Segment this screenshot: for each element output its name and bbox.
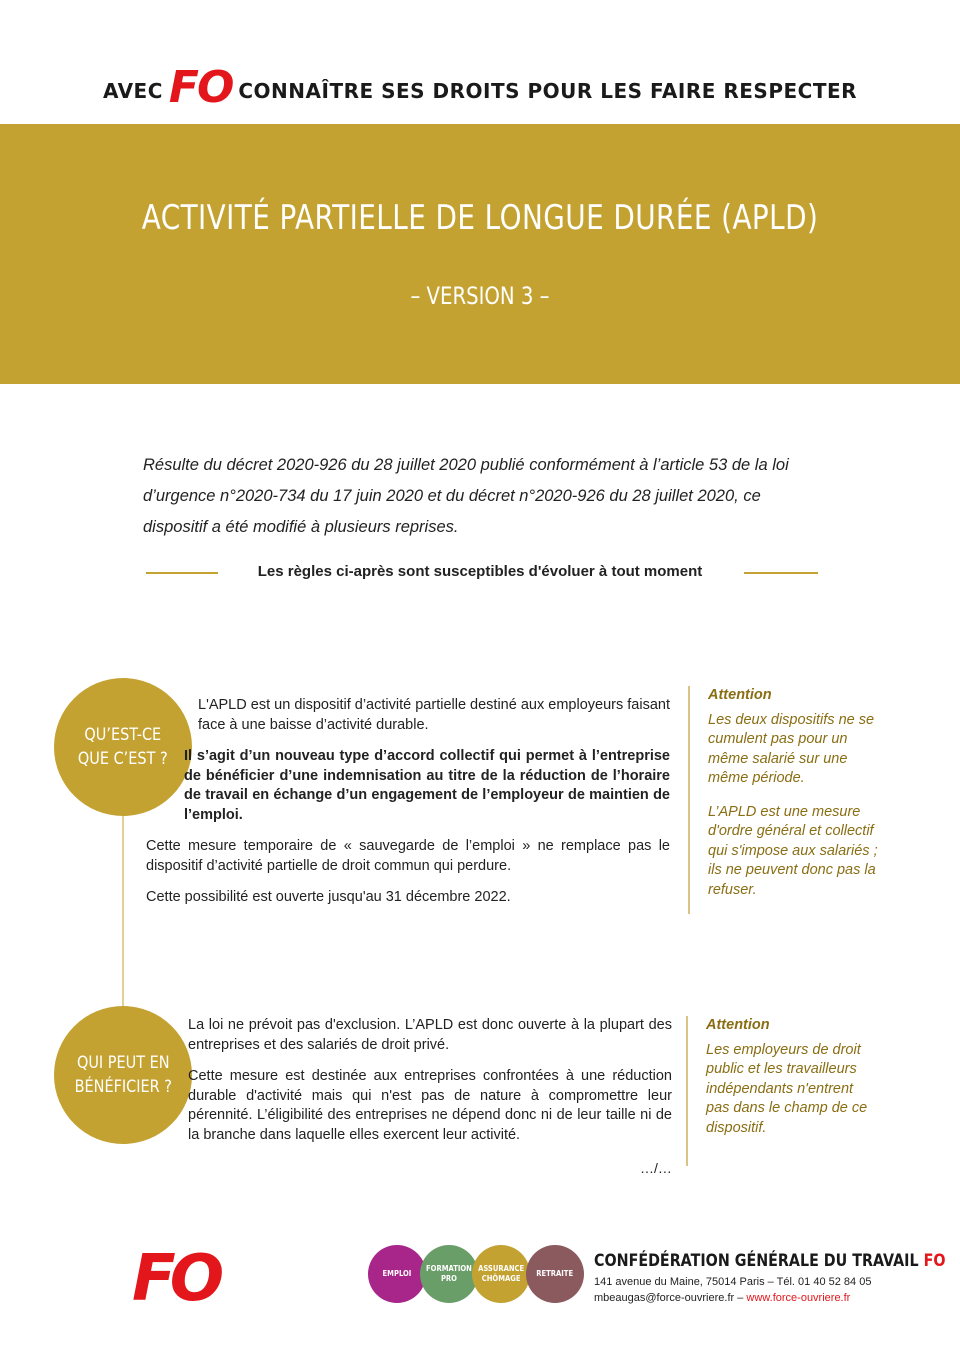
section-heading-who: QUI PEUT EN BÉNÉFICIER ? xyxy=(74,1053,172,1097)
attention-label: Attention xyxy=(706,1017,770,1033)
section-connector-line xyxy=(122,810,124,1010)
organization-name: CONFÉDÉRATION GÉNÉRALE DU TRAVAIL FO xyxy=(594,1251,946,1271)
tagline-fo-logo: FO xyxy=(168,62,233,113)
pill-retraite: RETRAITE xyxy=(526,1245,584,1303)
fo-logo: FO xyxy=(132,1242,219,1316)
organization-address: 141 avenue du Maine, 75014 Paris – Tél. 01 40 52 84 05 xyxy=(594,1276,872,1288)
attention-text: L’APLD est une mesure d'ordre général et collectif qui s'impose aux salariés ; ils ne peuvent donc pas la refuser. xyxy=(708,803,878,898)
rules-notice: Les règles ci-après sont susceptibles d'évoluer à tout moment xyxy=(257,563,703,580)
rules-divider-right xyxy=(744,572,818,574)
section-body-who xyxy=(188,1016,672,1157)
paragraph: Cette mesure est destinée aux entreprises confrontées à une réduction durable d'activité mais qui n'est pas de nature à compromettre leur pérennité. L’éligibilité des entreprises ne dépend donc ni de leur taille ni de la branche dans laquelle elles exercent leur activité. xyxy=(188,1068,672,1143)
attention-text: Les deux dispositifs ne se cumulent pas pour un même salarié sur une même période. xyxy=(708,711,875,786)
organization-contact: mbeaugas@force-ouvriere.fr – www.force-ouvriere.fr xyxy=(594,1292,851,1304)
paragraph: L'APLD est un dispositif d’activité partielle destiné aux employeurs faisant face à une baisse d’activité durable. xyxy=(198,697,670,733)
tagline-avec: AVEC xyxy=(102,79,163,103)
tagline-text: CONNAÎTRE SES DROITS POUR LES FAIRE RESPECTER xyxy=(238,79,858,103)
attention-aside-who xyxy=(686,1016,876,1166)
version-subtitle: – VERSION 3 – xyxy=(410,282,550,310)
pill-assurance-chomage: ASSURANCE CHÔMAGE xyxy=(472,1245,530,1303)
tagline xyxy=(0,62,960,113)
attention-aside-what xyxy=(688,686,888,914)
intro-paragraph: Résulte du décret 2020-926 du 28 juillet 2020 publié conformément à l’article 53 de la loi d’urgence n°2020-734 du 17 juin 2020 et du décret n°2020-926 du 28 juillet 2020, ce dispositif a été modifié à plusieurs reprises. xyxy=(143,456,789,536)
rules-divider-left xyxy=(146,572,218,574)
pill-formation-pro: FORMATION PRO xyxy=(420,1245,478,1303)
paragraph: La loi ne prévoit pas d'exclusion. L’APLD est donc ouverte à la plupart des entreprises et des salariés de droit privé. xyxy=(188,1017,672,1053)
section-heading-circle-who xyxy=(54,1006,192,1144)
paragraph: Cette mesure temporaire de « sauvegarde de l’emploi » ne remplace pas le dispositif d’activité partielle de droit commun qui perdure. xyxy=(146,838,670,874)
paragraph: Cette possibilité est ouverte jusqu'au 31 décembre 2022. xyxy=(146,889,511,905)
organization-fo: FO xyxy=(923,1251,946,1271)
attention-label: Attention xyxy=(708,687,772,703)
page-title: ACTIVITÉ PARTIELLE DE LONGUE DURÉE (APLD) xyxy=(141,198,819,238)
pill-emploi: EMPLOI xyxy=(368,1245,426,1303)
title-banner xyxy=(0,124,960,384)
continuation-mark: …/… xyxy=(640,1160,672,1176)
website-link[interactable]: www.force-ouvriere.fr xyxy=(746,1292,851,1304)
paragraph-bold: Il s’agit d’un nouveau type d’accord collectif qui permet à l’entreprise de bénéficier d’une indemnisation au titre de la réduction de l’horaire de travail en échange d’un engagement de l’employeur de maintien de l’emploi. xyxy=(184,748,670,823)
attention-text: Les employeurs de droit public et les travailleurs indépendants n'entrent pas dans le champ de ce dispositif. xyxy=(706,1041,868,1136)
section-body-what xyxy=(146,696,670,920)
section-heading-what: QU’EST-CE QUE C’EST ? xyxy=(78,725,168,769)
contact-email[interactable]: mbeaugas@force-ouvriere.fr xyxy=(594,1292,735,1304)
